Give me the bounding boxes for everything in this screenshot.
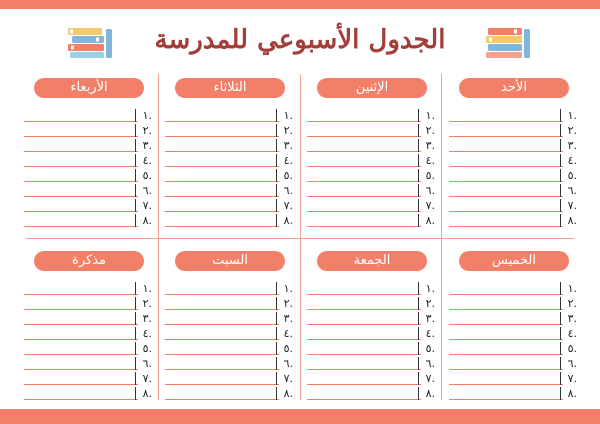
row-number: ٦. [425, 184, 435, 197]
underline [165, 136, 279, 137]
number-separator [276, 282, 278, 295]
row-number: ٣. [425, 139, 435, 152]
number-separator [276, 387, 278, 400]
writing-line[interactable] [307, 326, 437, 341]
row-number: ٢. [142, 124, 152, 137]
writing-line[interactable] [449, 108, 579, 123]
underline [449, 369, 563, 370]
writing-line[interactable] [449, 123, 579, 138]
day-label: الأحد [459, 78, 569, 98]
row-number: ٨. [283, 214, 293, 227]
underline [449, 354, 563, 355]
number-separator [418, 282, 420, 295]
underline [307, 196, 421, 197]
writing-line[interactable] [307, 371, 437, 386]
number-separator [135, 184, 137, 197]
lines-list [449, 281, 579, 401]
number-separator [560, 199, 562, 212]
underline [24, 181, 138, 182]
row-number: ٧. [142, 199, 152, 212]
underline [24, 121, 138, 122]
underline [307, 354, 421, 355]
row-number: ٣. [142, 139, 152, 152]
number-separator [135, 124, 137, 137]
lines-list [307, 281, 437, 401]
row-number: ٢. [567, 124, 577, 137]
writing-line[interactable] [165, 341, 295, 356]
underline [165, 399, 279, 400]
underline [165, 324, 279, 325]
number-separator [135, 282, 137, 295]
writing-line[interactable] [24, 108, 154, 123]
underline [449, 399, 563, 400]
row-number: ٧. [567, 199, 577, 212]
writing-line[interactable] [24, 183, 154, 198]
notes-label: مذكرة [34, 251, 144, 271]
row-number: ١. [567, 109, 577, 122]
writing-line[interactable] [449, 213, 579, 228]
underline [307, 324, 421, 325]
day-label: السبت [175, 251, 285, 271]
number-separator [560, 139, 562, 152]
writing-line[interactable] [24, 296, 154, 311]
number-separator [276, 372, 278, 385]
underline [24, 211, 138, 212]
row-number: ٤. [567, 154, 577, 167]
writing-line[interactable] [165, 311, 295, 326]
underline [307, 226, 421, 227]
number-separator [560, 109, 562, 122]
books-stack-icon [484, 25, 532, 59]
writing-line[interactable] [307, 311, 437, 326]
row-number: ٨. [425, 214, 435, 227]
underline [449, 339, 563, 340]
number-separator [560, 214, 562, 227]
lines-list [307, 108, 437, 228]
lines-list [165, 281, 295, 401]
writing-line[interactable] [307, 183, 437, 198]
row-number: ٢. [425, 124, 435, 137]
underline [449, 211, 563, 212]
writing-line[interactable] [307, 281, 437, 296]
underline [165, 309, 279, 310]
row-number: ٢. [425, 297, 435, 310]
row-number: ٥. [425, 169, 435, 182]
writing-line[interactable] [165, 296, 295, 311]
number-separator [135, 154, 137, 167]
day-label: الخميس [459, 251, 569, 271]
writing-line[interactable] [165, 371, 295, 386]
number-separator [276, 169, 278, 182]
row-number: ٣. [567, 312, 577, 325]
number-separator [560, 184, 562, 197]
row-number: ٥. [425, 342, 435, 355]
number-separator [560, 342, 562, 355]
underline [449, 151, 563, 152]
writing-line[interactable] [165, 138, 295, 153]
row-number: ١. [425, 109, 435, 122]
lines-list [165, 108, 295, 228]
page-title: الجدول الأسبوعي للمدرسة [154, 25, 446, 55]
number-separator [135, 357, 137, 370]
writing-line[interactable] [24, 153, 154, 168]
underline [24, 136, 138, 137]
writing-line[interactable] [449, 341, 579, 356]
underline [449, 324, 563, 325]
writing-line[interactable] [165, 153, 295, 168]
number-separator [276, 124, 278, 137]
row-number: ٨. [142, 214, 152, 227]
number-separator [276, 154, 278, 167]
underline [449, 166, 563, 167]
writing-line[interactable] [24, 123, 154, 138]
top-accent-bar [0, 0, 600, 9]
row-number: ٥. [567, 169, 577, 182]
row-number: ٣. [283, 139, 293, 152]
writing-line[interactable] [24, 341, 154, 356]
number-separator [276, 139, 278, 152]
writing-line[interactable] [449, 138, 579, 153]
writing-line[interactable] [24, 356, 154, 371]
row-number: ٦. [425, 357, 435, 370]
writing-line[interactable] [165, 123, 295, 138]
underline [307, 294, 421, 295]
writing-line[interactable] [307, 198, 437, 213]
row-number: ١. [142, 282, 152, 295]
row-number: ٢. [283, 124, 293, 137]
column-divider [300, 74, 301, 400]
number-separator [276, 297, 278, 310]
writing-line[interactable] [307, 356, 437, 371]
number-separator [560, 297, 562, 310]
row-number: ٨. [567, 214, 577, 227]
underline [165, 339, 279, 340]
writing-line[interactable] [307, 296, 437, 311]
row-number: ٦. [567, 184, 577, 197]
number-separator [560, 372, 562, 385]
number-separator [135, 139, 137, 152]
underline [307, 369, 421, 370]
underline [307, 399, 421, 400]
underline [24, 369, 138, 370]
writing-line[interactable] [449, 386, 579, 401]
underline [24, 384, 138, 385]
number-separator [418, 109, 420, 122]
row-number: ٥. [142, 169, 152, 182]
underline [165, 196, 279, 197]
underline [165, 181, 279, 182]
writing-line[interactable] [307, 108, 437, 123]
underline [165, 369, 279, 370]
number-separator [418, 124, 420, 137]
writing-line[interactable] [449, 281, 579, 296]
number-separator [418, 372, 420, 385]
row-number: ٨. [567, 387, 577, 400]
underline [449, 226, 563, 227]
writing-line[interactable] [24, 138, 154, 153]
number-separator [135, 297, 137, 310]
underline [165, 151, 279, 152]
underline [24, 226, 138, 227]
writing-line[interactable] [449, 371, 579, 386]
underline [307, 151, 421, 152]
underline [24, 354, 138, 355]
number-separator [276, 184, 278, 197]
lines-list [24, 281, 154, 401]
number-separator [560, 169, 562, 182]
underline [24, 309, 138, 310]
row-number: ٦. [142, 357, 152, 370]
writing-line[interactable] [165, 213, 295, 228]
row-number: ١. [283, 109, 293, 122]
row-number: ٧. [567, 372, 577, 385]
row-number: ٥. [567, 342, 577, 355]
underline [24, 339, 138, 340]
writing-line[interactable] [24, 213, 154, 228]
writing-line[interactable] [24, 311, 154, 326]
number-separator [418, 184, 420, 197]
underline [307, 211, 421, 212]
writing-line[interactable] [24, 326, 154, 341]
number-separator [135, 169, 137, 182]
number-separator [418, 199, 420, 212]
underline [449, 181, 563, 182]
row-number: ٦. [567, 357, 577, 370]
row-number: ٤. [142, 154, 152, 167]
writing-line[interactable] [449, 183, 579, 198]
row-number: ١. [567, 282, 577, 295]
number-separator [276, 312, 278, 325]
row-number: ٢. [283, 297, 293, 310]
row-number: ٧. [425, 372, 435, 385]
writing-line[interactable] [449, 153, 579, 168]
writing-line[interactable] [449, 198, 579, 213]
day-label: الأربعاء [34, 78, 144, 98]
day-label: الجمعة [317, 251, 427, 271]
row-number: ٧. [425, 199, 435, 212]
underline [165, 384, 279, 385]
underline [307, 309, 421, 310]
row-number: ٣. [425, 312, 435, 325]
row-number: ١. [283, 282, 293, 295]
writing-line[interactable] [24, 198, 154, 213]
writing-line[interactable] [24, 281, 154, 296]
row-divider [26, 238, 574, 239]
bottom-accent-bar [0, 409, 600, 424]
row-number: ٦. [283, 184, 293, 197]
row-number: ٨. [283, 387, 293, 400]
underline [165, 121, 279, 122]
writing-line[interactable] [24, 371, 154, 386]
writing-line[interactable] [24, 386, 154, 401]
writing-line[interactable] [165, 108, 295, 123]
number-separator [560, 357, 562, 370]
writing-line[interactable] [165, 386, 295, 401]
underline [24, 166, 138, 167]
number-separator [418, 154, 420, 167]
number-separator [560, 387, 562, 400]
number-separator [418, 387, 420, 400]
row-number: ٤. [425, 154, 435, 167]
writing-line[interactable] [307, 123, 437, 138]
number-separator [418, 297, 420, 310]
row-number: ٤. [425, 327, 435, 340]
row-number: ٧. [283, 199, 293, 212]
lines-list [24, 108, 154, 228]
writing-line[interactable] [165, 281, 295, 296]
writing-line[interactable] [307, 386, 437, 401]
number-separator [560, 312, 562, 325]
number-separator [135, 312, 137, 325]
row-number: ٣. [567, 139, 577, 152]
number-separator [135, 109, 137, 122]
underline [24, 399, 138, 400]
row-number: ٦. [142, 184, 152, 197]
writing-line[interactable] [307, 341, 437, 356]
underline [165, 354, 279, 355]
number-separator [276, 327, 278, 340]
underline [24, 151, 138, 152]
row-number: ٣. [142, 312, 152, 325]
writing-line[interactable] [307, 153, 437, 168]
row-number: ٤. [567, 327, 577, 340]
number-separator [276, 342, 278, 355]
underline [449, 294, 563, 295]
number-separator [135, 372, 137, 385]
number-separator [560, 154, 562, 167]
underline [307, 136, 421, 137]
row-number: ٥. [142, 342, 152, 355]
number-separator [135, 342, 137, 355]
writing-line[interactable] [165, 198, 295, 213]
number-separator [276, 357, 278, 370]
number-separator [276, 199, 278, 212]
underline [449, 196, 563, 197]
row-number: ١. [142, 109, 152, 122]
number-separator [560, 282, 562, 295]
underline [307, 166, 421, 167]
writing-line[interactable] [165, 168, 295, 183]
row-number: ٥. [283, 169, 293, 182]
number-separator [418, 312, 420, 325]
writing-line[interactable] [165, 183, 295, 198]
underline [449, 136, 563, 137]
writing-line[interactable] [165, 326, 295, 341]
writing-line[interactable] [449, 326, 579, 341]
column-divider [158, 74, 159, 400]
column-divider [441, 74, 442, 400]
row-number: ٧. [283, 372, 293, 385]
writing-line[interactable] [307, 213, 437, 228]
number-separator [418, 214, 420, 227]
row-number: ٤. [283, 327, 293, 340]
number-separator [418, 169, 420, 182]
number-separator [276, 214, 278, 227]
row-number: ٢. [567, 297, 577, 310]
day-label: الثلاثاء [175, 78, 285, 98]
underline [24, 324, 138, 325]
underline [307, 339, 421, 340]
writing-line[interactable] [307, 138, 437, 153]
number-separator [418, 139, 420, 152]
writing-line[interactable] [449, 168, 579, 183]
underline [307, 121, 421, 122]
underline [165, 211, 279, 212]
writing-line[interactable] [449, 311, 579, 326]
books-stack-icon [66, 25, 114, 59]
writing-line[interactable] [449, 296, 579, 311]
underline [165, 226, 279, 227]
writing-line[interactable] [24, 168, 154, 183]
number-separator [276, 109, 278, 122]
underline [24, 196, 138, 197]
underline [307, 384, 421, 385]
day-label: الإثنين [317, 78, 427, 98]
underline [449, 121, 563, 122]
underline [449, 384, 563, 385]
number-separator [135, 387, 137, 400]
writing-line[interactable] [165, 356, 295, 371]
underline [307, 181, 421, 182]
writing-line[interactable] [449, 356, 579, 371]
underline [24, 294, 138, 295]
row-number: ٤. [142, 327, 152, 340]
underline [165, 294, 279, 295]
number-separator [418, 342, 420, 355]
row-number: ٣. [283, 312, 293, 325]
number-separator [418, 327, 420, 340]
underline [165, 166, 279, 167]
number-separator [560, 124, 562, 137]
row-number: ٨. [142, 387, 152, 400]
row-number: ٤. [283, 154, 293, 167]
row-number: ٧. [142, 372, 152, 385]
row-number: ٥. [283, 342, 293, 355]
number-separator [135, 327, 137, 340]
row-number: ١. [425, 282, 435, 295]
number-separator [560, 327, 562, 340]
number-separator [418, 357, 420, 370]
lines-list [449, 108, 579, 228]
row-number: ٢. [142, 297, 152, 310]
writing-line[interactable] [307, 168, 437, 183]
number-separator [135, 199, 137, 212]
number-separator [135, 214, 137, 227]
row-number: ٨. [425, 387, 435, 400]
underline [449, 309, 563, 310]
row-number: ٦. [283, 357, 293, 370]
